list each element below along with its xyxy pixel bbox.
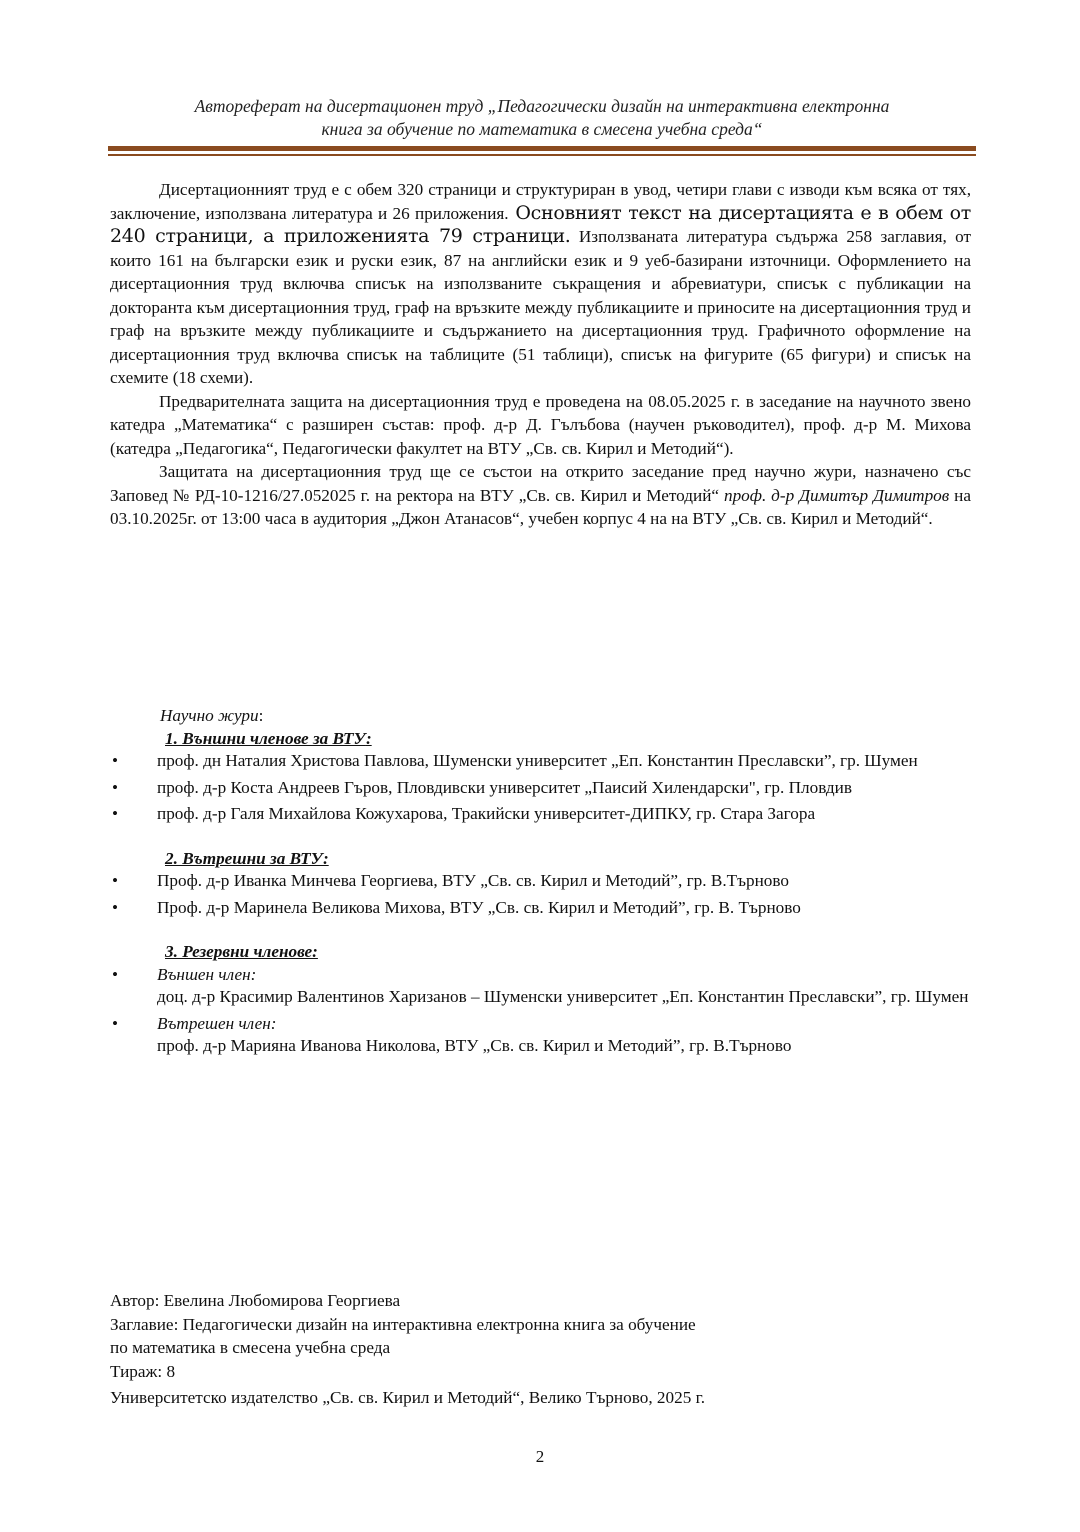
colophon-title-line-1: Заглавие: Педагогически дизайн на интерактивна електронна книга за обучение bbox=[110, 1315, 696, 1334]
member-name: проф. д-р Галя Михайлова Кожухарова, Тракийски университет-ДИПКУ, гр. Стара Загора bbox=[157, 804, 816, 823]
colophon-print-run: Тираж: 8 bbox=[110, 1362, 176, 1381]
main-text-volume: Основният текст на дисертацията е в обем от 240 страници, а приложенията 79 страници. bbox=[110, 201, 971, 247]
header-rule-thin bbox=[108, 154, 976, 156]
list-item bbox=[110, 897, 971, 920]
bullet-icon: • bbox=[112, 777, 119, 797]
list-item bbox=[110, 803, 971, 826]
member-name: Проф. д-р Маринела Великова Михова, ВТУ „Св. св. Кирил и Методий”, гр. В. Търново bbox=[157, 897, 801, 917]
running-header bbox=[108, 95, 976, 141]
defense-details: на 03.10.2025г. от 13:00 часа в аудитория „Джон Атанасов“, учебен корпус 4 на на ВТУ „Св. св. Кирил и Методий“. bbox=[110, 485, 971, 528]
paragraph-structure bbox=[110, 178, 971, 390]
reserve-role-internal: Вътрешен член: bbox=[157, 1013, 277, 1033]
member-name: доц. д-р Красимир Валентинов Харизанов – Шуменски университет „Еп. Константин Преславски”, гр. Шумен bbox=[157, 987, 969, 1006]
member-name: проф. д-р Коста Андреев Гъров, Пловдивски университет „Паисий Хилендарски", гр. Пловдив bbox=[157, 777, 852, 797]
section-reserve-title: 3. Резервни членове: bbox=[165, 942, 318, 961]
defense-text: Защитата на дисертационния труд ще се състои на открито заседание пред научно жури, назначено със Заповед № РД-10-1216/27.052025 г. на ректора на ВТУ „Св. св. Кирил и Методий“ bbox=[110, 462, 971, 505]
jury-label bbox=[160, 705, 971, 728]
colophon-author: Автор: Евелина Любомирова Георгиева bbox=[110, 1291, 401, 1310]
paragraph-defense bbox=[110, 460, 971, 531]
list-item bbox=[110, 750, 971, 773]
bullet-icon: • bbox=[112, 964, 119, 984]
section-external-title bbox=[165, 728, 971, 751]
bullet-icon: • bbox=[112, 1013, 119, 1033]
jury-label-text: Научно жури bbox=[160, 706, 259, 725]
reserve-role-external: Външен член: bbox=[157, 964, 257, 984]
jury-label-colon: : bbox=[258, 706, 264, 725]
body-text bbox=[110, 178, 971, 531]
literature-text: Използваната литература съдържа 258 заглавия, от които 161 на български език и руски език, 87 на английски език и 9 уеб-базирани източници. Оформлението на дисертационния труд включва списък на използваните съкращения и абревиатури, списък с публикации на докторанта към дисертационния труд, граф на връзките между публикациите и приносите на дисертационния труд и граф на връзките между публикациите и съдържанието на дисертационния труд. Графичното оформление на дисертационния труд включва списък на таблиците (51 таблици), списък на фигурите (65 фигури) и списък на схемите (18 схеми). bbox=[110, 227, 971, 387]
header-rule-thick bbox=[108, 146, 976, 151]
reserve-members-list bbox=[110, 964, 971, 1058]
bullet-icon: • bbox=[112, 804, 119, 823]
internal-members-list bbox=[110, 870, 971, 919]
header-line-1: Автореферат на дисертационен труд „Педагогически дизайн на интерактивна електронна bbox=[194, 96, 890, 116]
external-members-list bbox=[110, 750, 971, 826]
list-item bbox=[110, 1013, 971, 1058]
page-number: 2 bbox=[535, 1447, 545, 1466]
colophon-publisher: Университетско издателство „Св. св. Кирил и Методий“, Велико Търново, 2025 г. bbox=[110, 1388, 705, 1407]
bullet-icon: • bbox=[112, 751, 119, 770]
list-item bbox=[110, 870, 971, 893]
member-name: проф. д-р Марияна Иванова Николова, ВТУ „Св. св. Кирил и Методий”, гр. В.Търново bbox=[157, 1036, 792, 1055]
member-name: проф. дн Наталия Христова Павлова, Шуменски университет „Еп. Константин Преславски”, гр. Шумен bbox=[157, 751, 918, 770]
paragraph-preliminary-defense: Предварителната защита на дисертационния труд е проведена на 08.05.2025 г. в заседание на научното звено катедра „Математика“ с разширен състав: проф. д-р Д. Гълъбова (научен ръководител), проф. д-р М. Михова (катедра „Педагогика“, Педагогически факултет на ВТУ „Св. св. Кирил и Методий“). bbox=[110, 391, 971, 458]
colophon-title-line-2: по математика в смесена учебна среда bbox=[110, 1338, 391, 1357]
rector-name: проф. д-р Димитър Димитров bbox=[723, 485, 950, 505]
section-external-title-text: 1. Външни членове за ВТУ bbox=[165, 728, 366, 748]
bullet-icon: • bbox=[112, 871, 119, 890]
section-external-title-colon: : bbox=[365, 728, 372, 748]
jury-section bbox=[110, 705, 971, 1062]
list-item bbox=[110, 777, 971, 800]
list-item bbox=[110, 964, 971, 1009]
header-line-2: книга за обучение по математика в смесена учебна среда“ bbox=[321, 119, 763, 139]
colophon bbox=[110, 1288, 705, 1412]
bullet-icon: • bbox=[112, 897, 119, 917]
member-name: Проф. д-р Иванка Минчева Георгиева, ВТУ „Св. св. Кирил и Методий”, гр. В.Търново bbox=[157, 871, 789, 890]
structure-text: Дисертационният труд е с обем 320 страници и структуриран в увод, четири глави с изводи към всяка от тях, заключение, използвана литература и 26 приложения. bbox=[110, 180, 971, 223]
section-internal-title: 2. Вътрешни за ВТУ: bbox=[165, 848, 329, 868]
